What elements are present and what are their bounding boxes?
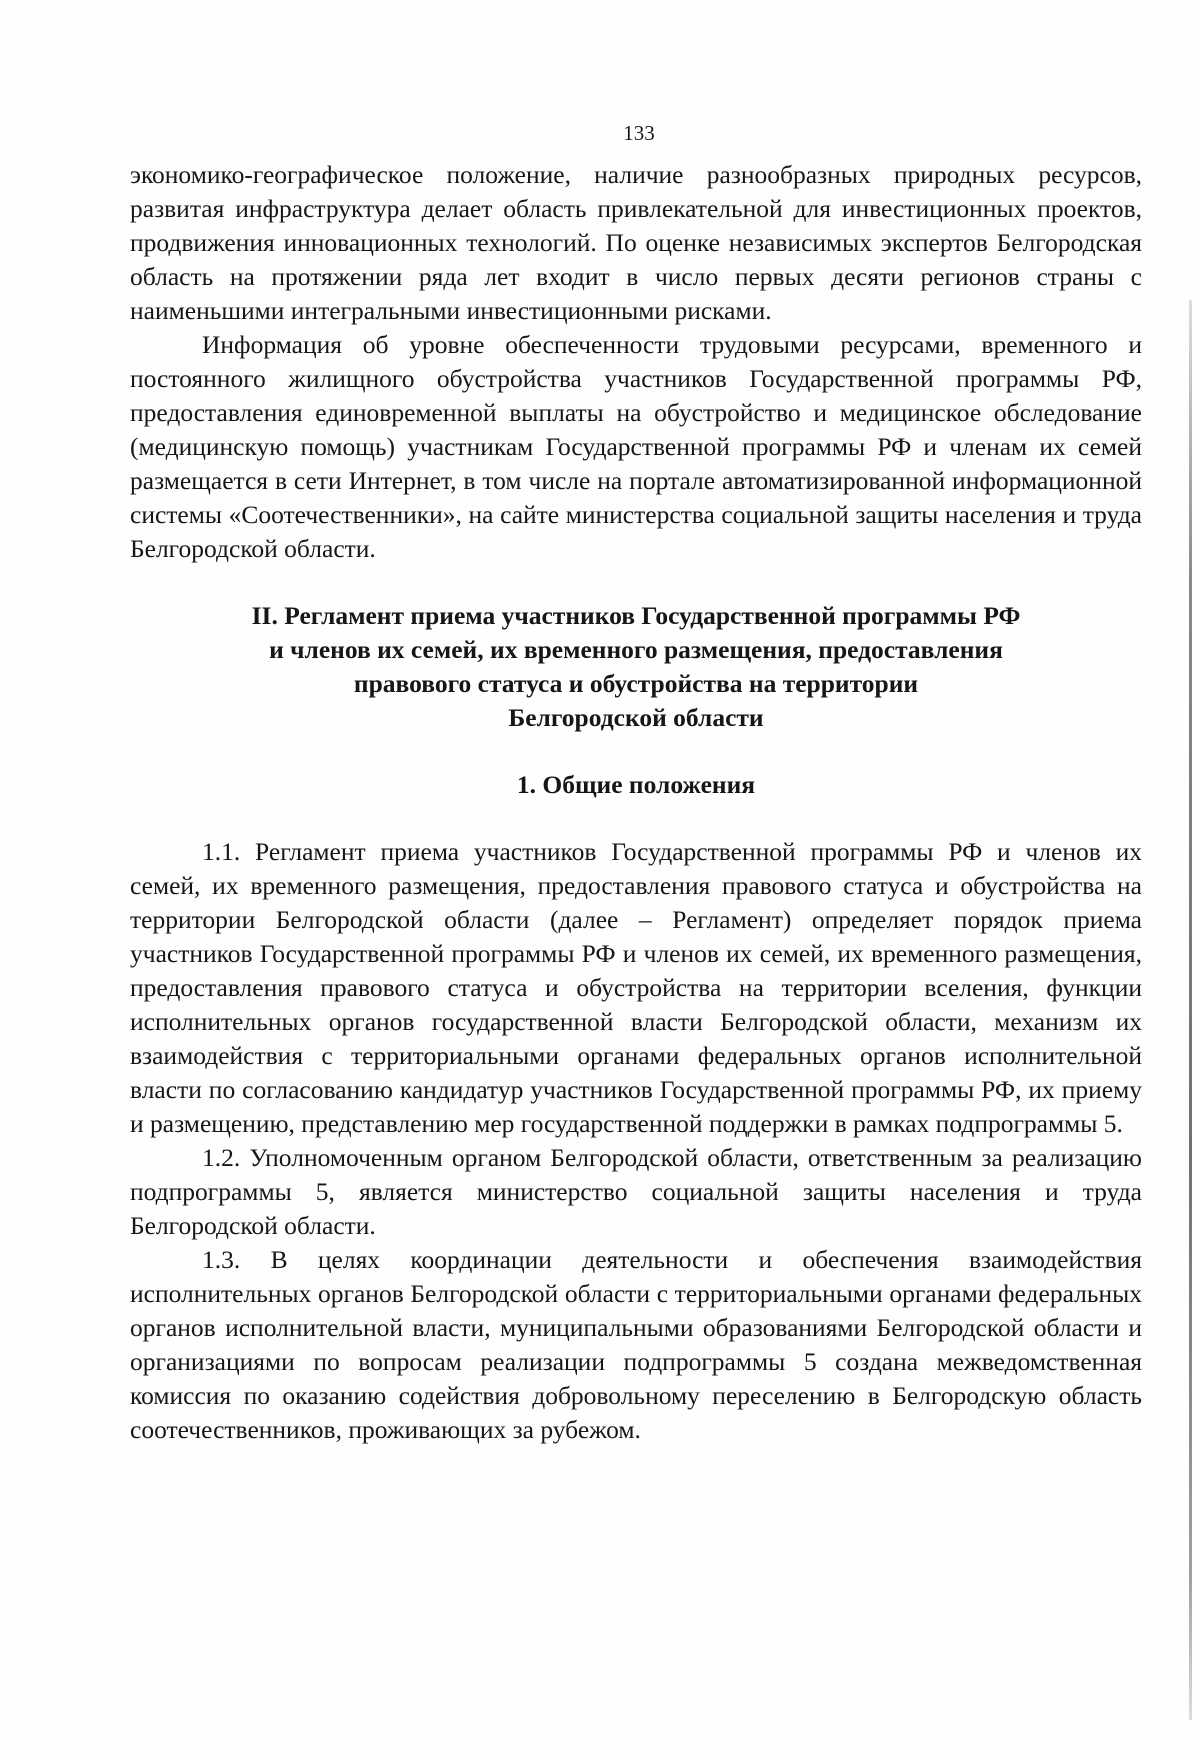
section-title-line: II. Регламент приема участников Государственной программы РФ xyxy=(251,601,1021,630)
info-paragraph: Информация об уровне обеспеченности трудовыми ресурсами, временного и постоянного жилищного обустройства участников Государственной программы РФ, предоставления единовременной выплаты на обустройство и медицинское обследование (медицинскую помощь) участникам Государственной программы РФ и членам их семей размещается в сети Интернет, в том числе на портале автоматизированной информационной системы «Соотечественники», на сайте министерства социальной защиты населения и труда Белгородской области. xyxy=(130,330,1142,563)
page-content xyxy=(130,120,1142,1447)
clause-1-2: 1.2. Уполномоченным органом Белгородской области, ответственным за реализацию подпрограммы 5, является министерство социальной защиты населения и труда Белгородской области. xyxy=(130,1143,1142,1240)
scan-edge-shadow xyxy=(1189,300,1192,1720)
intro-paragraph: экономико-географическое положение, наличие разнообразных природных ресурсов, развитая инфраструктура делает область привлекательной для инвестиционных проектов, продвижения инновационных технологий. По оценке независимых экспертов Белгородская область на протяжении ряда лет входит в число первых десяти регионов страны с наименьшими интегральными инвестиционными рисками. xyxy=(130,160,1142,325)
clause-1-3: 1.3. В целях координации деятельности и обеспечения взаимодействия исполнительных органов Белгородской области с территориальными органами федеральных органов исполнительной власти, муниципальными образованиями Белгородской области и организациями по вопросам реализации подпрограммы 5 создана межведомственная комиссия по оказанию содействия добровольному переселению в Белгородскую область соотечественников, проживающих за рубежом. xyxy=(130,1245,1142,1444)
clause-1-1: 1.1. Регламент приема участников Государственной программы РФ и членов их семей, их временного размещения, предоставления правового статуса и обустройства на территории Белгородской области (далее – Регламент) определяет порядок приема участников Государственной программы РФ и членов их семей, их временного размещения, предоставления правового статуса и обустройства на территории вселения, функции исполнительных органов государственной власти Белгородской области, механизм их взаимодействия с территориальными органами федеральных органов исполнительной власти по согласованию кандидатур участников Государственной программы РФ, их приему и размещению, представлению мер государственной поддержки в рамках подпрограммы 5. xyxy=(130,837,1142,1138)
subsection-title: 1. Общие положения xyxy=(516,770,756,799)
section-title xyxy=(130,599,1142,735)
section-title-line: правового статуса и обустройства на территории xyxy=(353,669,919,698)
section-title-line: Белгородской области xyxy=(508,703,764,732)
page-number: 133 xyxy=(623,121,655,145)
section-title-line: и членов их семей, их временного размещения, предоставления xyxy=(269,635,1003,664)
